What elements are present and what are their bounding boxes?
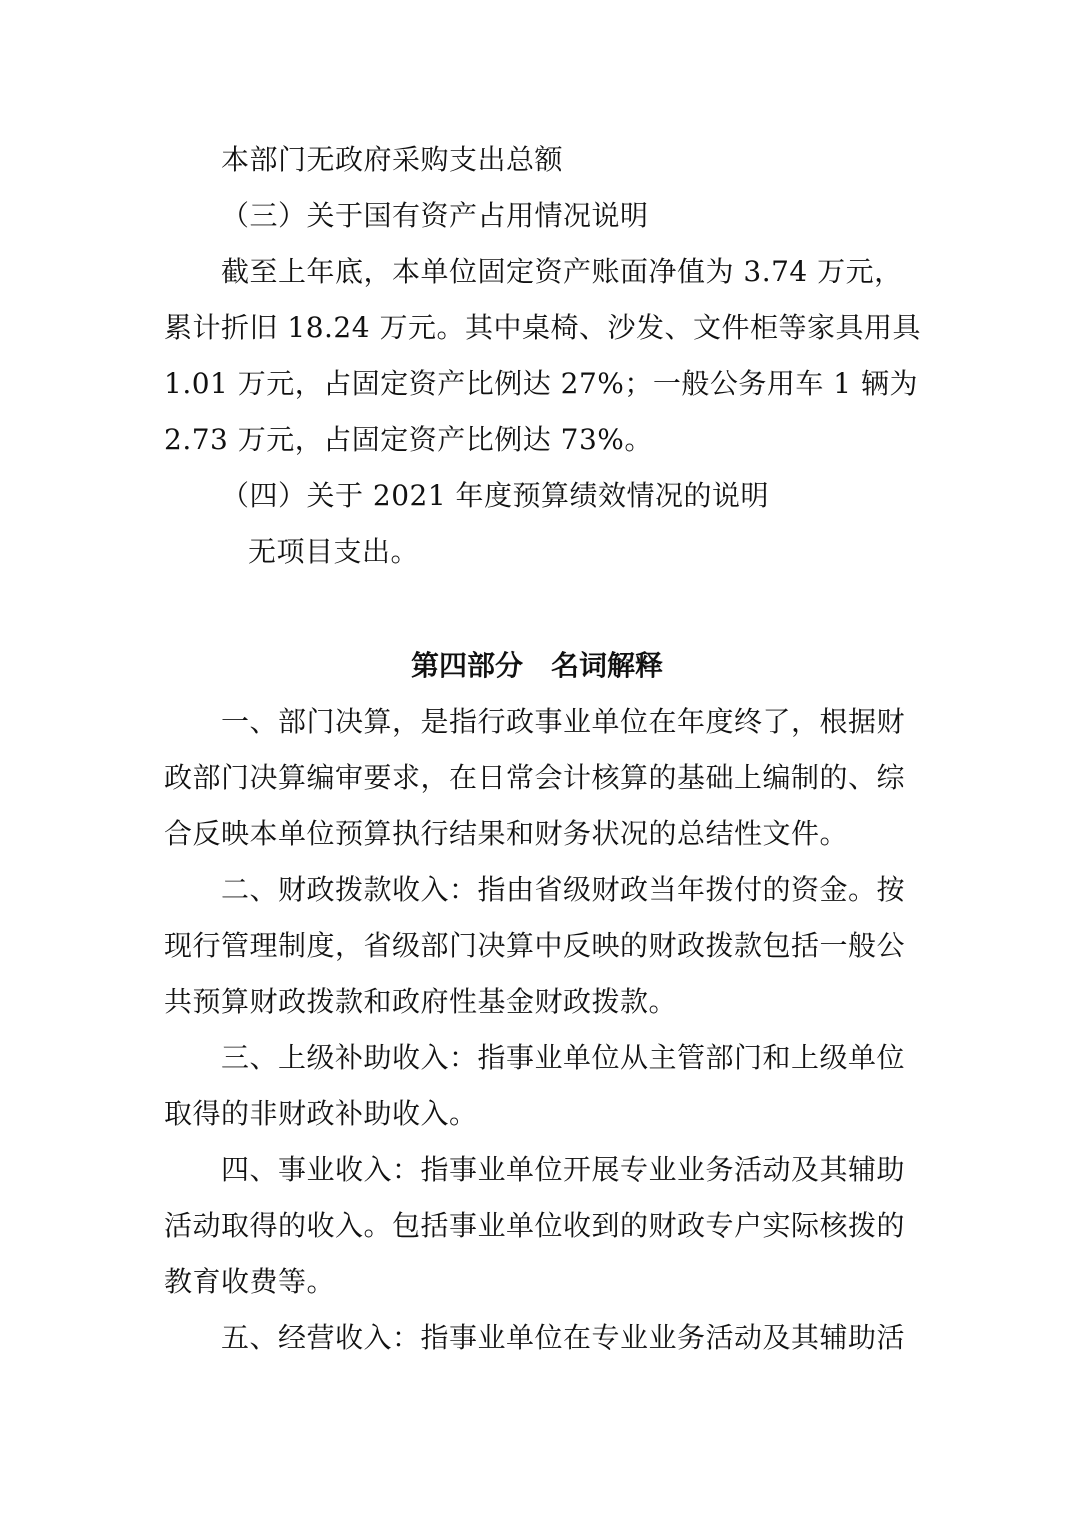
paragraph-line: 累计折旧 18.24 万元。其中桌椅、沙发、文件柜等家具用具 — [164, 311, 921, 344]
definition-line: 活动取得的收入。包括事业单位收到的财政专户实际核拨的 — [164, 1209, 906, 1242]
definition-line: 一、部门决算，是指行政事业单位在年度终了，根据财 — [221, 705, 906, 738]
paragraph-line: 本部门无政府采购支出总额 — [221, 143, 564, 176]
paragraph-line: 无项目支出。 — [248, 535, 420, 568]
definition-line: 五、经营收入：指事业单位在专业业务活动及其辅助活 — [221, 1321, 906, 1354]
definition-line: 政部门决算编审要求，在日常会计核算的基础上编制的、综 — [164, 761, 906, 794]
definition-line: 四、事业收入：指事业单位开展专业业务活动及其辅助 — [221, 1153, 906, 1186]
definition-line: 取得的非财政补助收入。 — [164, 1097, 478, 1130]
section-heading: 第四部分 名词解释 — [410, 649, 663, 682]
definition-line: 二、财政拨款收入：指由省级财政当年拨付的资金。按 — [221, 873, 906, 906]
paragraph-line: 截至上年底，本单位固定资产账面净值为 3.74 万元， — [221, 255, 903, 288]
definition-line: 教育收费等。 — [164, 1265, 336, 1298]
definition-line: 合反映本单位预算执行结果和财务状况的总结性文件。 — [164, 817, 849, 850]
definition-line: 现行管理制度，省级部门决算中反映的财政拨款包括一般公 — [164, 929, 906, 962]
subsection-heading: （四）关于 2021 年度预算绩效情况的说明 — [221, 479, 770, 512]
definition-line: 共预算财政拨款和政府性基金财政拨款。 — [164, 985, 678, 1018]
paragraph-line: 1.01 万元，占固定资产比例达 27%；一般公务用车 1 辆为 — [164, 367, 918, 400]
definition-line: 三、上级补助收入：指事业单位从主管部门和上级单位 — [221, 1041, 906, 1074]
subsection-heading: （三）关于国有资产占用情况说明 — [221, 199, 649, 232]
paragraph-line: 2.73 万元，占固定资产比例达 73%。 — [164, 423, 653, 456]
